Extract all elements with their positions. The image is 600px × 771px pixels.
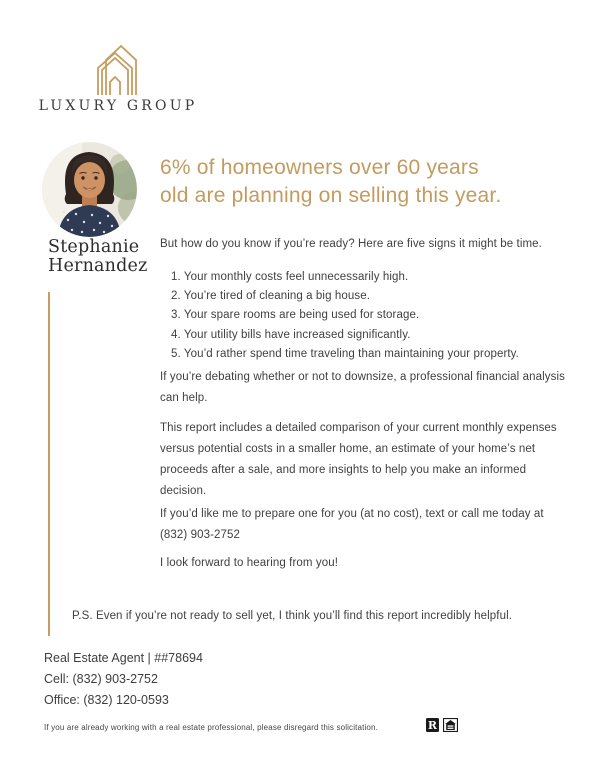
vertical-divider-line xyxy=(48,292,50,636)
headline xyxy=(160,154,520,209)
contact-block xyxy=(44,648,203,710)
legal-icons xyxy=(426,718,458,737)
signs-list xyxy=(171,268,571,364)
agent-headshot-image xyxy=(42,224,137,237)
realtor-logo-icon xyxy=(426,718,439,737)
list-item: 5. You’d rather spend time traveling than maintaining your property. xyxy=(171,347,519,360)
luxury-group-logo xyxy=(90,41,146,97)
brand-name: LUXURY GROUP xyxy=(38,98,198,114)
list-item: 4. Your utility bills have increased significantly. xyxy=(171,328,411,341)
paragraph-offer: If you’d like me to prepare one for you (at no cost), text or call me today at (832) 903-2752 xyxy=(160,508,544,541)
agent-last-name: Hernandez xyxy=(48,256,148,276)
intro-paragraph: But how do you know if you’re ready? Here are five signs it might be time. xyxy=(160,238,542,250)
agent-role: Real Estate Agent | ##78694 xyxy=(44,651,203,665)
ps-note: P.S. Even if you’re not ready to sell yet, I think you’ll find this report incredibly helpful. xyxy=(72,610,513,622)
agent-name xyxy=(48,238,158,276)
equal-housing-opportunity-icon xyxy=(443,718,458,737)
agent-first-name: Stephanie xyxy=(48,237,140,257)
agent-cell-phone: Cell: (832) 903-2752 xyxy=(44,671,158,686)
agent-photo xyxy=(42,142,137,237)
paragraph-downsize: If you’re debating whether or not to downsize, a professional financial analysis can help. xyxy=(160,371,565,404)
list-item: 2. You’re tired of cleaning a big house. xyxy=(171,290,371,303)
paragraph-report: This report includes a detailed comparison of your current monthly expenses versus potential costs in a smaller home, an estimate of your home’s net proceeds after a sale, and more insights to help you make an informed decision. xyxy=(160,422,557,497)
paragraph-closing: I look forward to hearing from you! xyxy=(160,557,338,569)
list-item: 1. Your monthly costs feel unnecessarily high. xyxy=(171,271,409,283)
agent-office-phone: Office: (832) 120-0593 xyxy=(44,692,169,707)
headline-line-2: old are planning on selling this year. xyxy=(160,183,502,207)
svg-text:R: R xyxy=(427,719,438,732)
headline-line-1: 6% of homeowners over 60 years xyxy=(160,156,479,179)
solicitation-disclaimer: If you are already working with a real estate professional, please disregard this solicitation. xyxy=(44,723,378,732)
list-item: 3. Your spare rooms are being used for storage. xyxy=(171,309,420,322)
